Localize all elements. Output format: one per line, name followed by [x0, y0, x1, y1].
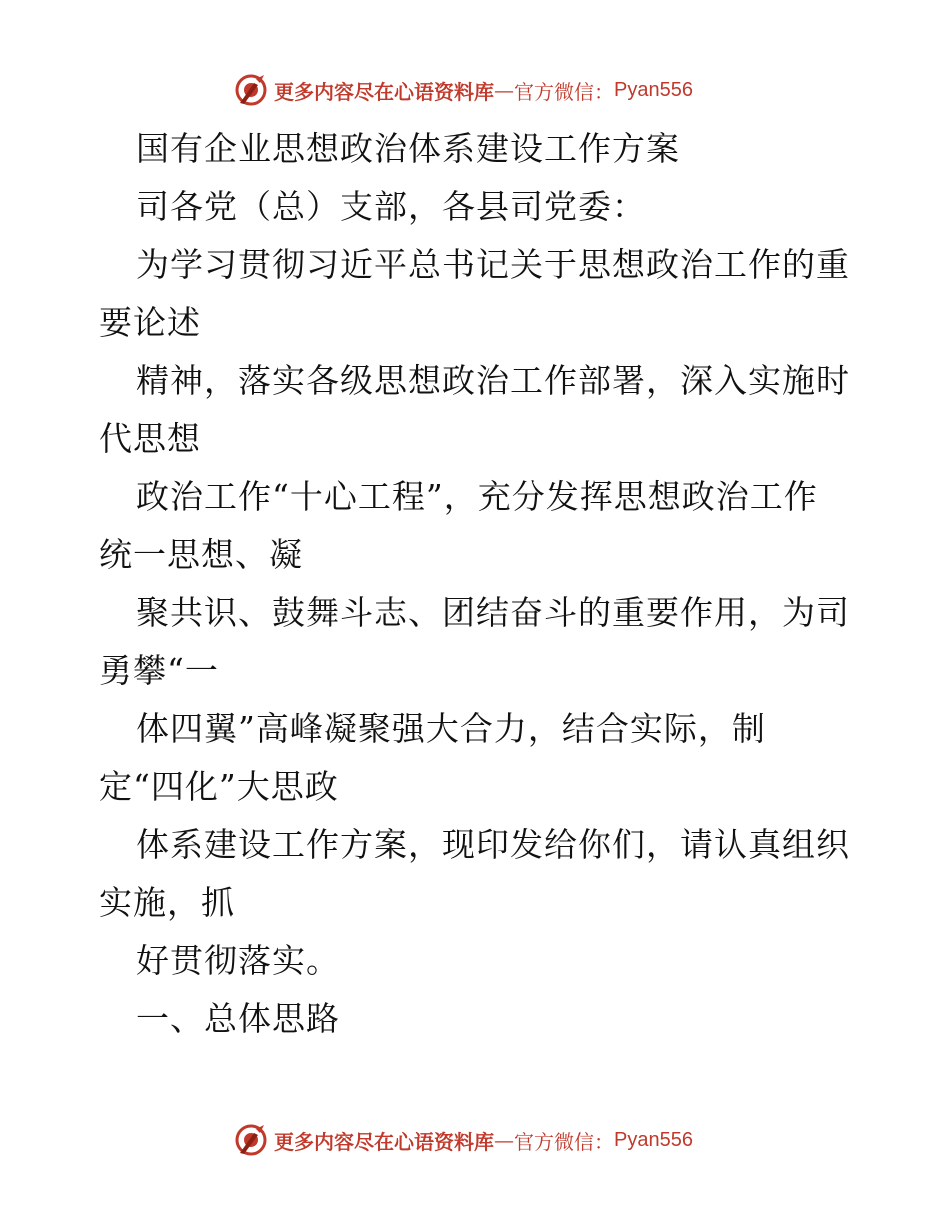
- document-title: 国有企业思想政治体系建设工作方案: [136, 129, 680, 168]
- footer-wechat-label: 官方微信：: [514, 1129, 614, 1154]
- paragraph-line: 实施，抓: [99, 883, 235, 922]
- banner-separator: —: [494, 78, 514, 102]
- paragraph-line: 体系建设工作方案，现印发给你们，请认真组织: [136, 825, 850, 864]
- paragraph-line: 统一思想、凝: [99, 535, 303, 574]
- banner-brand-text: 更多内容尽在心语资料库: [274, 79, 494, 104]
- footer-banner: [234, 1122, 693, 1158]
- banner-wechat-label: 官方微信：: [514, 79, 614, 104]
- banner-wechat-id: Pyan556: [614, 78, 693, 101]
- paragraph-line: 好贯彻落实。: [136, 941, 340, 980]
- footer-separator: —: [494, 1128, 514, 1152]
- paragraph-line: 定“四化”大思政: [99, 767, 339, 806]
- paragraph-line: 要论述: [99, 303, 201, 342]
- document-salutation: 司各党（总）支部，各县司党委：: [136, 187, 646, 226]
- footer-wechat-id: Pyan556: [614, 1128, 693, 1151]
- paragraph-line: 精神，落实各级思想政治工作部署，深入实施时: [136, 361, 850, 400]
- header-banner: [234, 72, 693, 108]
- document-body: [99, 120, 859, 1048]
- quill-seal-icon: [234, 1123, 268, 1157]
- paragraph-line: 聚共识、鼓舞斗志、团结奋斗的重要作用，为司: [136, 593, 850, 632]
- paragraph-line: 政治工作“十心工程”，充分发挥思想政治工作: [136, 477, 818, 516]
- paragraph-line: 为学习贯彻习近平总书记关于思想政治工作的重: [136, 245, 850, 284]
- paragraph-line: 体四翼”高峰凝聚强大合力，结合实际，制: [136, 709, 766, 748]
- section-heading: 一、总体思路: [136, 999, 340, 1038]
- footer-brand-text: 更多内容尽在心语资料库: [274, 1129, 494, 1154]
- paragraph-line: 代思想: [99, 419, 201, 458]
- paragraph-line: 勇攀“一: [99, 651, 219, 690]
- quill-seal-icon: [234, 73, 268, 107]
